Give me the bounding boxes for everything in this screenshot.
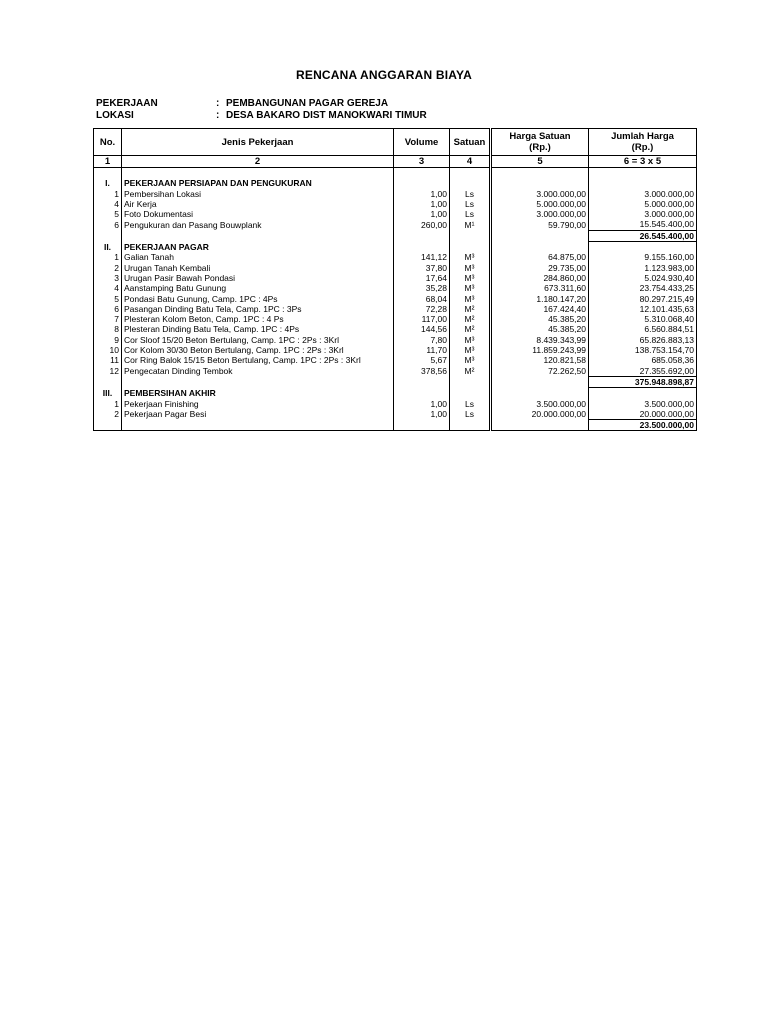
index-harga: 5 bbox=[491, 156, 589, 168]
item-number: 5 bbox=[94, 294, 122, 304]
item-name: Pekerjaan Finishing bbox=[122, 399, 394, 409]
item-number: 4 bbox=[94, 199, 122, 209]
section-subtotal: 23.500.000,00 bbox=[589, 420, 697, 431]
item-unit: M³ bbox=[450, 355, 491, 365]
item-volume: 117,00 bbox=[394, 314, 450, 324]
subtotal-row bbox=[94, 420, 697, 431]
item-total: 3.000.000,00 bbox=[589, 209, 697, 219]
item-total: 15.545.400,00 bbox=[589, 219, 697, 230]
item-unit-price: 8.439.343,99 bbox=[491, 335, 589, 345]
subtotal-empty bbox=[122, 376, 394, 387]
item-unit: Ls bbox=[450, 199, 491, 209]
index-jenis: 2 bbox=[122, 156, 394, 168]
subtotal-empty bbox=[450, 420, 491, 431]
item-name: Cor Ring Balok 15/15 Beton Bertulang, Camp. 1PC : 2Ps : 3Krl bbox=[122, 355, 394, 365]
item-unit-price: 29.735,00 bbox=[491, 263, 589, 273]
item-unit: M² bbox=[450, 314, 491, 324]
item-name: Foto Dokumentasi bbox=[122, 209, 394, 219]
section-volume bbox=[394, 388, 450, 399]
item-name: Plesteran Kolom Beton, Camp. 1PC : 4 Ps bbox=[122, 314, 394, 324]
header-volume: Volume bbox=[394, 129, 450, 156]
subtotal-row bbox=[94, 376, 697, 387]
subtotal-empty bbox=[122, 230, 394, 241]
item-name: Cor Sloof 15/20 Beton Bertulang, Camp. 1PC : 2Ps : 3Krl bbox=[122, 335, 394, 345]
item-total: 6.560.884,51 bbox=[589, 324, 697, 334]
item-total: 3.500.000,00 bbox=[589, 399, 697, 409]
index-volume: 3 bbox=[394, 156, 450, 168]
item-unit: M³ bbox=[450, 263, 491, 273]
spacer-row bbox=[94, 168, 697, 179]
spacer-cell bbox=[94, 168, 122, 179]
table-row bbox=[94, 294, 697, 304]
item-number: 2 bbox=[94, 263, 122, 273]
table-body bbox=[94, 168, 697, 431]
spacer-cell bbox=[491, 168, 589, 179]
item-unit-price: 167.424,40 bbox=[491, 304, 589, 314]
item-unit-price: 11.859.243,99 bbox=[491, 345, 589, 355]
item-name: Pembersihan Lokasi bbox=[122, 189, 394, 199]
table-row bbox=[94, 399, 697, 409]
section-number: I. bbox=[94, 178, 122, 188]
item-name: Aanstamping Batu Gunung bbox=[122, 283, 394, 293]
budget-table bbox=[93, 128, 697, 431]
item-name: Pengecatan Dinding Tembok bbox=[122, 366, 394, 377]
table-row bbox=[94, 314, 697, 324]
subtotal-empty bbox=[394, 376, 450, 387]
item-total: 65.826.883,13 bbox=[589, 335, 697, 345]
item-volume: 5,67 bbox=[394, 355, 450, 365]
item-number: 8 bbox=[94, 324, 122, 334]
subtotal-empty bbox=[450, 376, 491, 387]
item-unit-price: 3.000.000,00 bbox=[491, 189, 589, 199]
section-volume bbox=[394, 178, 450, 188]
subtotal-row bbox=[94, 230, 697, 241]
item-total: 685.058,36 bbox=[589, 355, 697, 365]
item-unit-price: 59.790,00 bbox=[491, 219, 589, 230]
section-price bbox=[491, 242, 589, 253]
item-unit-price: 20.000.000,00 bbox=[491, 409, 589, 420]
section-price bbox=[491, 178, 589, 188]
item-volume: 1,00 bbox=[394, 199, 450, 209]
section-title: PEKERJAAN PERSIAPAN DAN PENGUKURAN bbox=[122, 178, 394, 188]
spacer-cell bbox=[394, 168, 450, 179]
section-unit bbox=[450, 178, 491, 188]
item-total: 20.000.000,00 bbox=[589, 409, 697, 420]
spacer-cell bbox=[122, 168, 394, 179]
item-total: 1.123.983,00 bbox=[589, 263, 697, 273]
item-total: 80.297.215,49 bbox=[589, 294, 697, 304]
item-volume: 144,56 bbox=[394, 324, 450, 334]
header-satuan: Satuan bbox=[450, 129, 491, 156]
table-row bbox=[94, 324, 697, 334]
item-volume: 1,00 bbox=[394, 409, 450, 420]
header-jumlah-line2: (Rp.) bbox=[631, 142, 654, 153]
item-name: Pasangan Dinding Batu Tela, Camp. 1PC : 3Ps bbox=[122, 304, 394, 314]
item-unit: M³ bbox=[450, 345, 491, 355]
item-unit: M³ bbox=[450, 252, 491, 262]
item-volume: 260,00 bbox=[394, 219, 450, 230]
section-row bbox=[94, 178, 697, 188]
spacer-cell bbox=[589, 168, 697, 179]
item-volume: 378,56 bbox=[394, 366, 450, 377]
section-title: PEMBERSIHAN AKHIR bbox=[122, 388, 394, 399]
section-subtotal: 375.948.898,87 bbox=[589, 376, 697, 387]
section-number: II. bbox=[94, 242, 122, 253]
page-title: RENCANA ANGGARAN BIAYA bbox=[296, 68, 472, 82]
item-number: 11 bbox=[94, 355, 122, 365]
item-volume: 1,00 bbox=[394, 189, 450, 199]
table-row bbox=[94, 335, 697, 345]
item-unit-price: 673.311,60 bbox=[491, 283, 589, 293]
item-unit: Ls bbox=[450, 189, 491, 199]
index-row bbox=[94, 156, 697, 168]
subtotal-empty bbox=[94, 420, 122, 431]
pekerjaan-separator: : bbox=[216, 98, 220, 109]
lokasi-separator: : bbox=[216, 110, 220, 121]
table-row bbox=[94, 283, 697, 293]
item-number: 2 bbox=[94, 409, 122, 420]
table-row bbox=[94, 409, 697, 420]
table-row bbox=[94, 252, 697, 262]
section-subtotal: 26.545.400,00 bbox=[589, 230, 697, 241]
item-name: Cor Kolom 30/30 Beton Bertulang, Camp. 1PC : 2Ps : 3Krl bbox=[122, 345, 394, 355]
item-name: Air Kerja bbox=[122, 199, 394, 209]
item-unit-price: 3.000.000,00 bbox=[491, 209, 589, 219]
subtotal-empty bbox=[394, 420, 450, 431]
item-volume: 141,12 bbox=[394, 252, 450, 262]
item-unit: M³ bbox=[450, 335, 491, 345]
item-volume: 11,70 bbox=[394, 345, 450, 355]
table-row bbox=[94, 273, 697, 283]
item-volume: 72,28 bbox=[394, 304, 450, 314]
item-volume: 1,00 bbox=[394, 399, 450, 409]
item-unit-price: 120.821,58 bbox=[491, 355, 589, 365]
lokasi-value: DESA BAKARO DIST MANOKWARI TIMUR bbox=[226, 110, 427, 121]
subtotal-empty bbox=[94, 230, 122, 241]
item-total: 9.155.160,00 bbox=[589, 252, 697, 262]
item-number: 4 bbox=[94, 283, 122, 293]
item-total: 3.000.000,00 bbox=[589, 189, 697, 199]
item-name: Galian Tanah bbox=[122, 252, 394, 262]
item-unit-price: 3.500.000,00 bbox=[491, 399, 589, 409]
section-row bbox=[94, 242, 697, 253]
item-number: 9 bbox=[94, 335, 122, 345]
item-number: 1 bbox=[94, 399, 122, 409]
item-unit-price: 45.385,20 bbox=[491, 324, 589, 334]
subtotal-empty bbox=[122, 420, 394, 431]
item-volume: 35,28 bbox=[394, 283, 450, 293]
item-total: 23.754.433,25 bbox=[589, 283, 697, 293]
item-number: 10 bbox=[94, 345, 122, 355]
item-unit: M³ bbox=[450, 283, 491, 293]
section-volume bbox=[394, 242, 450, 253]
item-number: 7 bbox=[94, 314, 122, 324]
item-unit: M² bbox=[450, 304, 491, 314]
header-no: No. bbox=[94, 129, 122, 156]
table-row bbox=[94, 199, 697, 209]
item-number: 1 bbox=[94, 252, 122, 262]
table-row bbox=[94, 263, 697, 273]
subtotal-empty bbox=[450, 230, 491, 241]
item-name: Pekerjaan Pagar Besi bbox=[122, 409, 394, 420]
table-row bbox=[94, 355, 697, 365]
item-name: Urugan Tanah Kembali bbox=[122, 263, 394, 273]
item-total: 5.000.000,00 bbox=[589, 199, 697, 209]
item-unit: Ls bbox=[450, 399, 491, 409]
item-total: 5.024.930,40 bbox=[589, 273, 697, 283]
item-total: 5.310.068,40 bbox=[589, 314, 697, 324]
subtotal-empty bbox=[394, 230, 450, 241]
item-unit-price: 284.860,00 bbox=[491, 273, 589, 283]
table-row bbox=[94, 366, 697, 377]
section-unit bbox=[450, 242, 491, 253]
header-row bbox=[94, 129, 697, 156]
item-total: 12.101.435,63 bbox=[589, 304, 697, 314]
section-total bbox=[589, 242, 697, 253]
pekerjaan-value: PEMBANGUNAN PAGAR GEREJA bbox=[226, 98, 389, 109]
item-volume: 1,00 bbox=[394, 209, 450, 219]
section-title: PEKERJAAN PAGAR bbox=[122, 242, 394, 253]
item-number: 12 bbox=[94, 366, 122, 377]
item-unit-price: 45.385,20 bbox=[491, 314, 589, 324]
item-unit: M³ bbox=[450, 273, 491, 283]
item-name: Urugan Pasir Bawah Pondasi bbox=[122, 273, 394, 283]
item-unit: M² bbox=[450, 366, 491, 377]
section-row bbox=[94, 388, 697, 399]
item-unit: Ls bbox=[450, 409, 491, 420]
item-volume: 17,64 bbox=[394, 273, 450, 283]
section-price bbox=[491, 388, 589, 399]
item-volume: 7,80 bbox=[394, 335, 450, 345]
item-name: Pondasi Batu Gunung, Camp. 1PC : 4Ps bbox=[122, 294, 394, 304]
subtotal-empty bbox=[491, 420, 589, 431]
item-unit: M² bbox=[450, 324, 491, 334]
subtotal-empty bbox=[491, 376, 589, 387]
table-row bbox=[94, 304, 697, 314]
table-row bbox=[94, 345, 697, 355]
item-number: 1 bbox=[94, 189, 122, 199]
section-total bbox=[589, 388, 697, 399]
pekerjaan-label: PEKERJAAN bbox=[96, 98, 158, 109]
item-number: 3 bbox=[94, 273, 122, 283]
header-harga-satuan-line2: (Rp.) bbox=[529, 142, 551, 153]
spacer-cell bbox=[450, 168, 491, 179]
item-unit-price: 5.000.000,00 bbox=[491, 199, 589, 209]
header-jenis: Jenis Pekerjaan bbox=[122, 129, 394, 156]
section-total bbox=[589, 178, 697, 188]
index-jumlah: 6 = 3 x 5 bbox=[589, 156, 697, 168]
table-row bbox=[94, 219, 697, 230]
item-name: Pengukuran dan Pasang Bouwplank bbox=[122, 219, 394, 230]
table-row bbox=[94, 189, 697, 199]
item-unit: M¹ bbox=[450, 219, 491, 230]
item-volume: 37,80 bbox=[394, 263, 450, 273]
item-number: 6 bbox=[94, 219, 122, 230]
lokasi-label: LOKASI bbox=[96, 110, 134, 121]
item-unit-price: 64.875,00 bbox=[491, 252, 589, 262]
item-number: 6 bbox=[94, 304, 122, 314]
subtotal-empty bbox=[94, 376, 122, 387]
item-total: 138.753.154,70 bbox=[589, 345, 697, 355]
item-name: Plesteran Dinding Batu Tela, Camp. 1PC : 4Ps bbox=[122, 324, 394, 334]
item-volume: 68,04 bbox=[394, 294, 450, 304]
table-row bbox=[94, 209, 697, 219]
header-harga-satuan bbox=[491, 129, 589, 156]
header-jumlah bbox=[589, 129, 697, 156]
index-no: 1 bbox=[94, 156, 122, 168]
item-unit: M³ bbox=[450, 294, 491, 304]
section-unit bbox=[450, 388, 491, 399]
header-jumlah-line1: Jumlah Harga bbox=[611, 131, 674, 142]
item-unit: Ls bbox=[450, 209, 491, 219]
index-satuan: 4 bbox=[450, 156, 491, 168]
header-harga-satuan-line1: Harga Satuan bbox=[509, 131, 571, 142]
item-number: 5 bbox=[94, 209, 122, 219]
item-total: 27.355.692,00 bbox=[589, 366, 697, 377]
item-unit-price: 72.262,50 bbox=[491, 366, 589, 377]
item-unit-price: 1.180.147,20 bbox=[491, 294, 589, 304]
section-number: III. bbox=[94, 388, 122, 399]
subtotal-empty bbox=[491, 230, 589, 241]
